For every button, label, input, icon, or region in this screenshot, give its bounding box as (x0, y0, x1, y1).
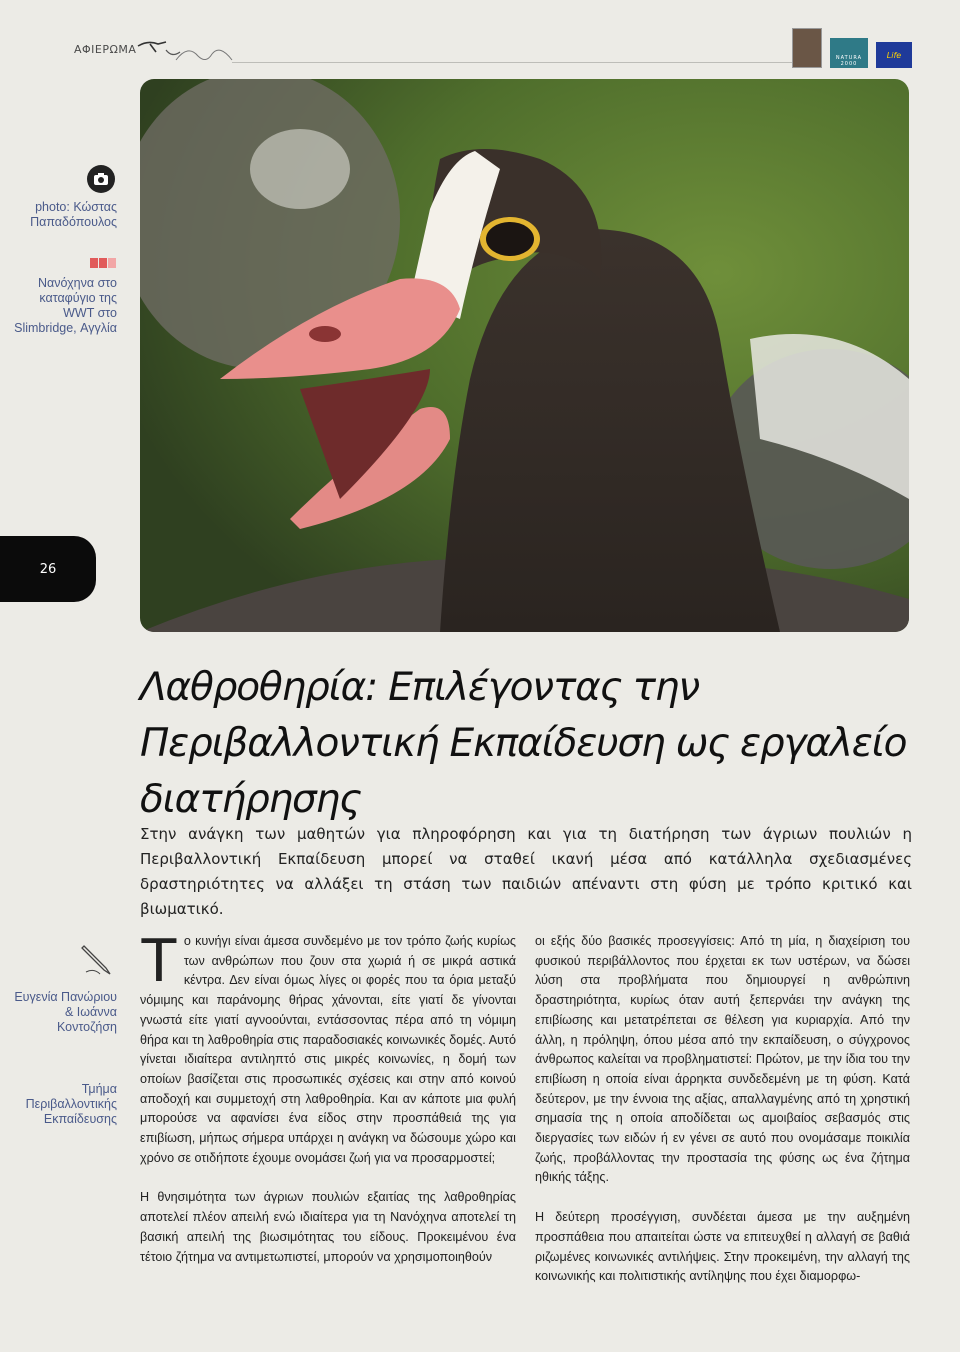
paragraph: Το κυνήγι είναι άμεσα συνδεμένο με τον τρόπο ζωής κυρίως των ανθρώπων που ζουν στα χωριά ή σε μικρά αστικά κέντρα. Δεν είναι όμως λίγες οι φορές που τα όρια μεταξύ νόμιμης και παράνομης θήρας χάνονται, είτε γιατί δε γίνονται γνωστά είτε γιατί αγνοούνται, εντάσσοντας πέρα από τη νόμιμη θήρα και τη λαθροθηρία στις παραδοσιακές κοινωνικές δομές. Αυτό γίνεται ιδιαίτερα αντιληπτό στις μικρές κοινωνίες, η δομή των οποίων βασίζεται στις προσωπικές σχέσεις και στην από κοινού αποδοχή και συμμετοχή στη λαθροθηρία. Και αν κάποτε μια φυλή μπορούσε να αφανίσει ένα είδος στην προσπάθειά της για επιβίωση, μήπως σήμερα υπάρχει η ανάγκη να δώσουμε χώρο και χρόνο σε οτιδήποτε έχουμε ονομάσει ζωή για να προσαρμοστεί; (140, 926, 516, 1165)
pen-icon (80, 942, 114, 976)
page-number: 26 (39, 561, 57, 577)
article-lead: Στην ανάγκη των μαθητών για πληροφόρηση και για τη διατήρηση των άγριων πουλιών η Περιβαλλοντική Εκπαίδευση μπορεί να σταθεί ικανή μέσα από κατάλληλα σχεδιασμένες δραστηριότητες να αλλάξει τη στάση των παιδιών απέναντι στη φύση με τρόπο κριτικό και βιωματικό. (140, 825, 912, 918)
body-column-1 (140, 926, 516, 1267)
body-column-2 (535, 932, 910, 1287)
camera-icon (87, 165, 115, 193)
paragraph: Η θνησιμότητα των άγριων πουλιών εξαιτίας της λαθροθηρίας αποτελεί πλέον απειλή ενώ ιδιαίτερα για τη Νανόχηνα αποτελεί τη βασική απειλή της βιωσιμότητας του είδους. Προκειμένου ένα τέτοιο ζήτημα να αντιμετωπιστεί, μπορούν να χρησιμοποιηθούν (140, 1190, 516, 1264)
section-label: ΑΦΙΕΡΩΜΑ (74, 43, 137, 56)
page-number-tab (0, 536, 96, 602)
photo-caption: Νανόχηνα στο καταφύγιο της WWT στο Slimbridge, Αγγλία (14, 276, 117, 335)
paragraph: Η δεύτερη προσέγγιση, συνδέεται άμεσα με την αυξημένη προσπάθεια που απαιτείται ώστε να επιτευχθεί η αλλαγή σε βαθιά ριζωμένες κοινωνικές αντιλήψεις. Στην προκειμένη, την αλλαγή της κοινωνικής και πολιτιστικής αντίληψης που έχει διαμορφω- (535, 1210, 910, 1284)
header-rule (232, 62, 792, 63)
natura-2000-logo: NATURA 2000 (830, 38, 868, 68)
partner-logos (792, 28, 912, 68)
department: Τμήμα Περιβαλλοντικής Εκπαίδευσης (25, 1082, 117, 1126)
society-logo (792, 28, 822, 68)
photo-credit: photo: Κώστας Παπαδόπουλος (30, 200, 117, 229)
article-title: Λαθροθηρία: Επιλέγοντας την Περιβαλλοντική Εκπαίδευση ως εργαλείο διατήρησης (140, 665, 907, 822)
accent-squares (90, 258, 116, 268)
bird-sketch-icon (136, 38, 236, 68)
goose-photo (140, 79, 909, 632)
eu-life-logo: Life (876, 42, 912, 68)
authors: Ευγενία Πανώριου & Ιωάννα Κοντοζήση (14, 990, 117, 1034)
dropcap: Τ (140, 926, 178, 995)
paragraph: οι εξής δύο βασικές προσεγγίσεις: Από τη μία, η διαχείριση του φυσικού περιβάλλοντος που έρχεται εκ των υστέρων, να δώσει λύση στα προβλήματα που δημιουργεί η ανθρώπινη δραστηριότητα, κυρίως όταν αυτή ξεπερνάει την ανάγκη της επιβίωσης και μετατρέπεται σε θέλεση για κυριαρχία. Από την άλλη, η πρόληψη, όπου μέσα από την εκπαίδευση, ο σύγχρονος άνθρωπος καλείται να προβληματιστεί: Πρώτον, με την ίδια του την επιβίωση η οποία είναι άρρηκτα συνδεδεμένη με τη φύση. Κατά δεύτερον, με την έννοια της αξίας, απαλλαγμένης από τη χρηστική σημασία της η οποία αποδίδεται ως αμοιβαίος σεβασμός στις διεργασίες των ειδών ή εν γένει σε αυτό που ονομάσαμε ποικιλία ζωής, προβάλλοντας την προστασία της φύσης ως ένα ζήτημα ηθικής τάξης. (535, 934, 910, 1185)
